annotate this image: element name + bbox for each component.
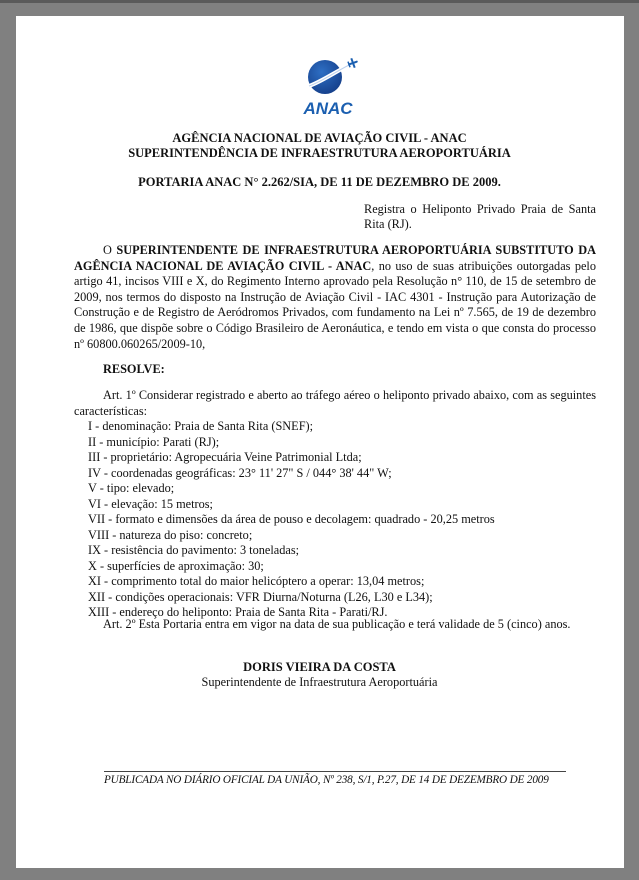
preamble-authority: SUPERINTENDENTE DE INFRAESTRUTURA AEROPORTUÁRIA SUBSTITUTO DA AGÊNCIA NACIONAL DE AVIAÇÃO CIVIL - ANAC [74, 243, 596, 273]
list-item: VII - formato e dimensões da área de pouso e decolagem: quadrado - 20,25 metros [88, 512, 495, 526]
list-item: XII - condições operacionais: VFR Diurna/Noturna (L26, L30 e L34); [88, 589, 433, 604]
preamble-rest: , no uso de suas atribuições outorgadas pelo artigo 41, incisos VIII e X, do Regimento Interno aprovado pela Resolução n° 110, de 15 de setembro de 2009, nos termos do disposto na Instrução de Aviação Civil - IAC 4301 - Instrução para Autorização de Construção e de Registro de Aeródromos Privados, com fundamento na Lei nº 7.565, de 19 de dezembro de 1986, que dispõe sobre o Código Brasileiro de Aeronáutica, e tendo em vista o que consta do processo nº 60800.060265/2009-10, [74, 258, 596, 351]
resolve-label: RESOLVE: [103, 362, 165, 376]
footer-divider [104, 771, 566, 772]
list-item: X - superfícies de aproximação: 30; [88, 558, 264, 573]
list-item: III - proprietário: Agropecuária Veine Patrimonial Ltda; [88, 450, 362, 464]
superintendency-heading: SUPERINTENDÊNCIA DE INFRAESTRUTURA AEROPORTUÁRIA [128, 146, 511, 160]
list-item: VI - elevação: 15 metros; [88, 496, 213, 511]
signatory-name: DORIS VIEIRA DA COSTA [243, 660, 396, 674]
list-item: XI - comprimento total do maior helicóptero a operar: 13,04 metros; [88, 574, 425, 588]
characteristics-list [88, 419, 495, 621]
publication-footer: PUBLICADA NO DIÁRIO OFICIAL DA UNIÃO, Nº 238, S/1, P.27, DE 14 DE DEZEMBRO DE 2009 [104, 774, 549, 786]
list-item: I - denominação: Praia de Santa Rita (SNEF); [88, 419, 314, 433]
portaria-title: PORTARIA ANAC N° 2.262/SIA, DE 11 DE DEZEMBRO DE 2009. [138, 175, 501, 189]
list-item: IX - resistência do pavimento: 3 toneladas; [88, 543, 300, 557]
list-item: XIII - endereço do heliponto: Praia de Santa Rita - Parati/RJ. [88, 605, 388, 619]
viewer-top-edge [0, 0, 639, 3]
anac-logo-text: ANAC [303, 99, 353, 118]
signatory-role: Superintendente de Infraestrutura Aeroportuária [201, 675, 438, 689]
list-item: V - tipo: elevado; [88, 481, 175, 495]
list-item: II - município: Parati (RJ); [88, 434, 220, 449]
list-item: IV - coordenadas geográficas: 23° 11' 27" S / 044° 38' 44" W; [88, 465, 392, 480]
ementa-text: Registra o Heliponto Privado Praia de Santa Rita (RJ). [364, 202, 596, 231]
anac-globe-airplane-icon [295, 52, 365, 122]
preamble-paragraph [74, 243, 596, 352]
article-1: Art. 1º Considerar registrado e aberto ao tráfego aéreo o heliponto privado abaixo, com as seguintes características: [74, 388, 596, 418]
preamble-prefix: O [103, 243, 117, 257]
article-2: Art. 2º Esta Portaria entra em vigor na data de sua publicação e terá validade de 5 (cinco) anos. [103, 617, 571, 631]
agency-name-heading: AGÊNCIA NACIONAL DE AVIAÇÃO CIVIL - ANAC [172, 131, 467, 145]
anac-logo [295, 52, 365, 122]
list-item: VIII - natureza do piso: concreto; [88, 527, 253, 542]
